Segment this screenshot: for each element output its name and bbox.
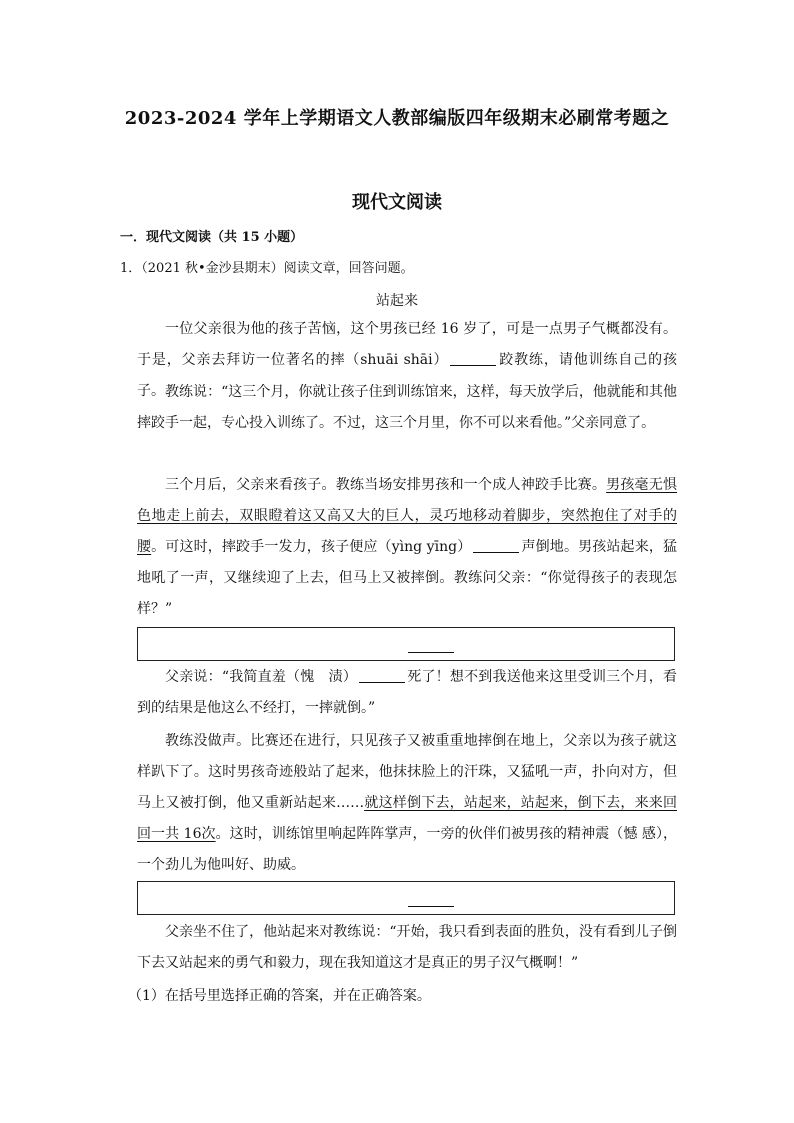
article-paragraph-3: 三个月后，父亲来看孩子。教练当场安排男孩和一个成人神跤手比赛。男孩毫无惧色地走上前去，双眼瞪着这又高又大的巨人，灵巧地移动着脚步，突然抱住了对手的腰。可这时，摔跤手一发力，孩子便应（yìng yīng） 声倒地。男孩站起来，猛地吼了一声，又继续迎了上去，但马上又被摔倒。教练问父亲：“你觉得孩子的表现怎样？” — [137, 477, 678, 617]
article-title: 站起来 — [376, 293, 418, 309]
article-paragraph-6: 父亲坐不住了，他站起来对教练说：“开始，我只看到表面的胜负，没有看到儿子倒下去又站起来的勇气和毅力，现在我知道这才是真正的男子汉气概啊！” — [137, 924, 677, 971]
sub-question-1: （1）在括号里选择正确的答案，并在正确答案。 — [128, 988, 431, 1004]
underlined-sentence: 就这样倒下去，站起来，站起来，倒下去，来来回回一共 16次 — [137, 795, 678, 842]
answer-line — [408, 652, 454, 653]
underlined-sentence: 男孩毫无惧色地走上前去，双眼瞪着这又高又大的巨人，灵巧地移动着脚步，突然抱住了对手的腰 — [137, 477, 678, 555]
article-paragraph-2: 教练说：“这三个月，你就让孩子住到训练馆来，这样，每天放学后，他就能和其他摔跤手一起，专心投入训练了。不过，这三个月里，你不可以来看他。”父亲同意了。 — [137, 384, 677, 431]
document-subtitle: 现代文阅读 — [352, 192, 442, 213]
answer-blank[interactable] — [473, 536, 519, 553]
answer-blank[interactable] — [359, 666, 405, 683]
answer-box-1[interactable] — [137, 627, 675, 661]
document-title: 2023-2024 学年上学期语文人教部编版四年级期末必刷常考题之 — [124, 108, 670, 129]
answer-blank[interactable] — [450, 349, 496, 366]
answer-box-2[interactable] — [137, 881, 675, 915]
section-heading: 一．现代文阅读（共 15 小题） — [120, 230, 304, 245]
article-paragraph-4: 父亲说：“我简直羞（愧 渍） 死了！想不到我送他来这里受训三个月，看到的结果是他这么不经打，一摔就倒。” — [137, 662, 677, 724]
answer-line — [408, 906, 454, 907]
article-paragraph-5: 教练没做声。比赛还在进行，只见孩子又被重重地摔倒在地上，父亲以为孩子就这样趴下了。这时男孩奇迹般站了起来，他抹抹脸上的汗珠，又猛吼一声，扑向对方，但马上又被打倒，他又重新站起来……就这样倒下去，站起来，站起来，倒下去，来来回回一共 16次。这时，训练馆里响起阵阵掌声，一旁的伙伴们被男孩的精神震（憾 感），一个劲儿为他叫好、助威。 — [137, 733, 678, 873]
question-1-intro: 1．（2021 秋•金沙县期末）阅读文章，回答问题。 — [120, 261, 414, 276]
article-paragraph-1: 一位父亲很为他的孩子苦恼，这个男孩已经 16 岁了，可是一点男子气概都没有。于是，父亲去拜访一位著名的摔（shuāi shāi） 跤教练，请他训练自己的孩子。 — [137, 321, 677, 399]
